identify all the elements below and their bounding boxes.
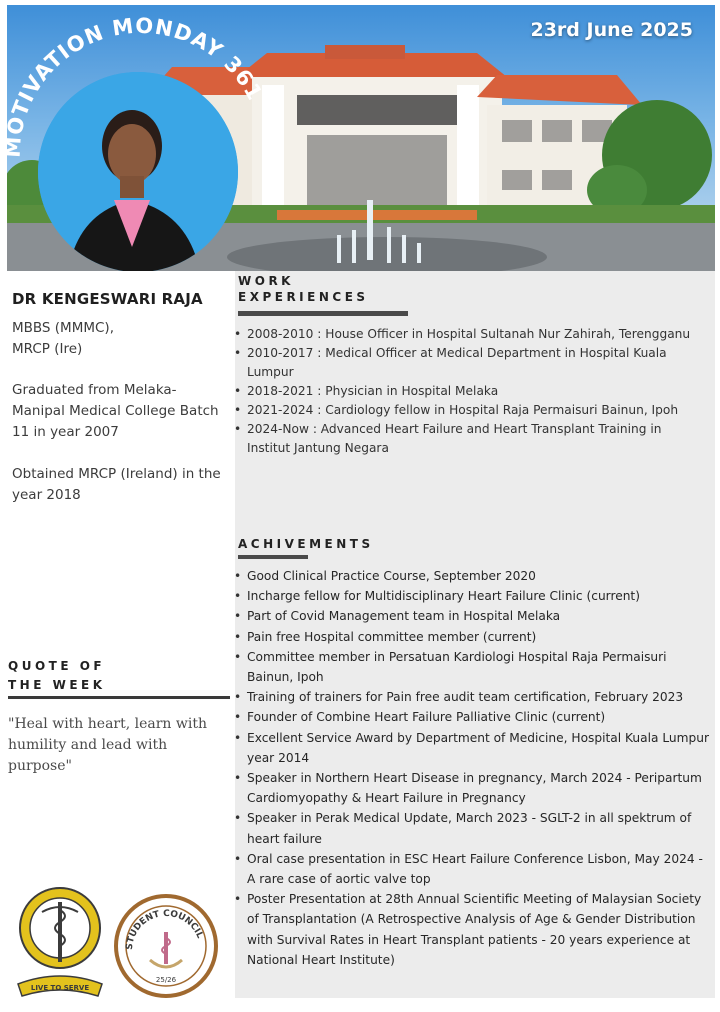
quote-heading-line: THE WEEK [8,678,106,692]
work-heading-line: WORK [238,274,294,288]
list-item: • Incharge fellow for Multidisciplinary Heart Failure Clinic (current) [232,586,712,606]
qualifications [12,318,224,360]
list-item: • Excellent Service Award by Department of Medicine, Hospital Kuala Lumpur year 2014 [232,728,712,768]
list-item: • Part of Covid Management team in Hospital Melaka [232,606,712,626]
medical-society-logo [14,880,106,1004]
logo-ring-text: STUDENT COUNCIL [124,908,205,951]
work-heading [238,273,369,305]
list-item: • Training of trainers for Pain free audit team certification, February 2023 [232,687,712,707]
list-item: • 2021-2024 : Cardiology fellow in Hospital Raja Permaisuri Bainun, Ipoh [232,401,707,420]
divider [238,555,308,559]
divider [8,696,230,699]
list-item: • Founder of Combine Heart Failure Palliative Clinic (current) [232,707,712,727]
mrcp-note: Obtained MRCP (Ireland) in the year 2018 [12,466,221,503]
list-item: • Speaker in Northern Heart Disease in pregnancy, March 2024 - Peripartum Cardiomyopathy & Heart Failure in Pregnancy [232,768,712,808]
achievements-heading: ACHIVEMENTS [238,537,374,551]
quote-text: "Heal with heart, learn with humility and lead with purpose" [8,716,208,774]
svg-text:MOTIVATION MONDAY 361 [1,14,268,158]
list-item: • Speaker in Perak Medical Update, March 2023 - SGLT-2 in all spektrum of heart failure [232,808,712,848]
student-council-logo [112,892,220,1000]
list-item: • 2018-2021 : Physician in Hospital Melaka [232,382,707,401]
work-heading-line: EXPERIENCES [238,290,369,304]
banner-text: MOTIVATION MONDAY 361 [0,13,268,159]
divider [238,311,408,316]
list-item: • Committee member in Persatuan Kardiologi Hospital Raja Permaisuri Bainun, Ipoh [232,647,712,687]
list-item: • Good Clinical Practice Course, September 2020 [232,566,712,586]
achievements-list [232,566,712,970]
motivation-monday-banner [0,0,300,200]
qualification-line: MBBS (MMMC), [12,320,114,336]
graduation-note: Graduated from Melaka-Manipal Medical College Batch 11 in year 2007 [12,382,219,440]
logo-ribbon-text: LIVE TO SERVE [30,984,90,992]
list-item: • 2024-Now : Advanced Heart Failure and Heart Transplant Training in Institut Jantung Negara [232,420,707,458]
list-item: • Poster Presentation at 28th Annual Scientific Meeting of Malaysian Society of Transplantation (A Retrospective Analysis of Age & Gender Distribution with Survival Rates in Heart Transplant patients - 20 years experience at National Heart Institute) [232,889,712,970]
qualification-line: MRCP (Ire) [12,341,83,357]
quote-heading [8,657,106,695]
list-item: • 2008-2010 : House Officer in Hospital Sultanah Nur Zahirah, Terengganu [232,325,707,344]
date-label: 23rd June 2025 [530,19,693,41]
list-item: • Pain free Hospital committee member (current) [232,627,712,647]
logo-year-text: 25/26 [155,976,177,984]
list-item: • Oral case presentation in ESC Heart Failure Conference Lisbon, May 2024 - A rare case of aortic valve top [232,849,712,889]
list-item: • 2010-2017 : Medical Officer at Medical Department in Hospital Kuala Lumpur [232,344,707,382]
doctor-name: DR KENGESWARI RAJA [12,290,203,308]
work-list [232,325,707,458]
quote-heading-line: QUOTE OF [8,659,106,673]
